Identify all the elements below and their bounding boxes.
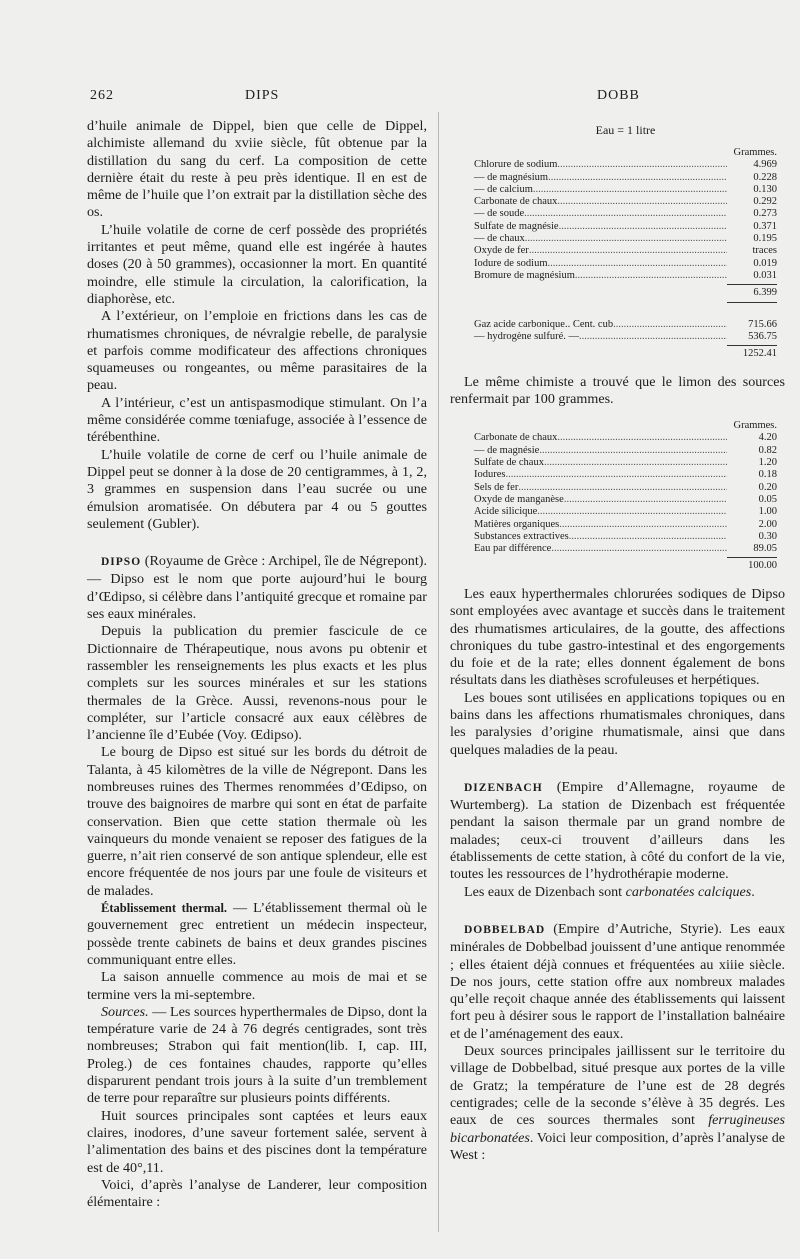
leader-dots [537, 506, 727, 518]
row-label: Sels de fer [474, 481, 519, 493]
text-run: Les eaux de Dizenbach sont [464, 883, 626, 900]
row-label: — de soude [474, 208, 525, 220]
table-row [474, 270, 777, 282]
row-label: Oxyde de manganèse [474, 493, 564, 505]
section-text: — Les sources hyperthermales de Dipso, dont la température varie de 24 à 76 degrés centigrades, sont très nombreuses; Strabon qui fait mention(lib. I, cap. III, Proleg.) de ces fontaines chaudes, rapporte qu’elles disparurent pendant trois jours à la suite d’un tremblement de terre pour reparaître sur plusieurs points différents. [87, 1003, 427, 1107]
table-total: 6.399 [753, 287, 777, 299]
table-row [474, 531, 777, 543]
table-row [474, 319, 777, 331]
paragraph: La saison annuelle commence au mois de mai et se termine vers la mi-septembre. [87, 969, 427, 1003]
paragraph: A l’extérieur, on l’emploie en frictions dans les cas de rhumatismes chroniques, de névralgie rebelle, de paralysie et parfois comme modificateur des affections chroniques squameuses ou rongeantes, ou même parasitaires de la peau. [87, 308, 427, 394]
table-row [474, 184, 777, 196]
leader-dots [569, 531, 727, 543]
leader-dots [533, 184, 727, 196]
paragraph: Depuis la publication du premier fascicule de ce Dictionnaire de Thérapeutique, nous avons pu obtenir et rassembler les renseignements les plus exacts et les plus complets sur les sources minérales et sur les stations thermales de la Grèce. Aussi, revenons-nous pour le compléter, sur l’article consacré aux eaux célèbres de l’ancienne île d’Eubée (Voy. Œdipso). [87, 623, 427, 744]
table-row [474, 159, 777, 171]
leader-dots [579, 331, 727, 343]
leader-dots [559, 519, 727, 531]
italic-run: ferrugineuses bicarbonatées [450, 1112, 785, 1146]
row-value: 0.195 [753, 233, 777, 245]
running-head-left: DIPS [245, 88, 280, 103]
row-label: — hydrogène sulfuré. — [474, 331, 579, 343]
row-label: Carbonate de chaux [474, 196, 558, 208]
sum-rule [727, 557, 777, 558]
row-label: Iodures [474, 469, 506, 481]
section-text: — L’établissement thermal où le gouvernement grec entretient un médecin inspecteur, possède trente cabinets de bains et deux grandes piscines communiquant entre elles. [87, 900, 427, 968]
table-total: 100.00 [748, 560, 777, 572]
row-value: 89.05 [753, 543, 777, 555]
row-value: 0.05 [758, 493, 777, 505]
table-row [474, 331, 777, 343]
section-heading: Établissement thermal. [101, 901, 228, 916]
entry-dipso [87, 553, 427, 623]
paragraph-etablissement [87, 900, 427, 969]
row-value: traces [752, 245, 777, 257]
paragraph: Le même chimiste a trouvé que le limon des sources renfermait par 100 grammes. [450, 373, 785, 408]
row-value: 715.66 [748, 318, 777, 330]
table-unit: Grammes. [733, 147, 777, 159]
italic-run: carbonatées calciques [625, 883, 752, 900]
table-row [474, 494, 777, 506]
table-row [474, 519, 777, 531]
analysis-table-dipso [450, 118, 785, 361]
row-label: Matières organiques [474, 518, 560, 530]
row-value: 1.20 [758, 457, 777, 469]
row-value: 0.228 [753, 171, 777, 183]
table-row [474, 172, 777, 184]
leader-dots [575, 270, 727, 282]
running-head-right: DOBB [597, 88, 640, 103]
row-value: 0.82 [758, 444, 777, 456]
leader-dots [613, 319, 727, 331]
leader-dots [529, 245, 727, 257]
table-row [474, 482, 777, 494]
entry-text: (Empire d’Autriche, Styrie). Les eaux minérales de Dobbelbad jouissent d’une antique renommée ; elles étaient déjà connues et fréquentées au xiiie siècle. De nos jours, cette station offre aux nombreux malades qu’elle reçoit chaque année des établissements qui laissent fort peu à désirer sous le rapport de l’installation balnéaire et de l’aménagement des eaux. [450, 920, 785, 1042]
analysis-table-limon [450, 408, 785, 572]
row-value: 0.031 [753, 269, 777, 281]
paragraph: L’huile volatile de corne de cerf possède des propriétés irritantes et peut même, quand elle est ingérée à hautes doses (20 à 50 grammes), occasionner la mort. En quantité moindre, elle stimule la circulation, la calorification, la diaphorèse, etc. [87, 221, 427, 307]
paragraph [450, 1043, 785, 1164]
entry-dizenbach [450, 779, 785, 884]
leader-dots [548, 258, 728, 270]
paragraph: Les eaux hyperthermales chlorurées sodiques de Dipso sont employées avec avantage et succès dans le traitement des rhumatismes articulaires, de la goutte, des affections chroniques du tube gastro-intestinal et des engorgements du foie et de la rate; elles donnent également de bons résultats dans les diathèses scrofuleuses et herpétiques. [450, 585, 785, 689]
row-label: Sulfate de chaux [474, 457, 544, 469]
table-caption: Eau = 1 litre [595, 123, 656, 137]
row-label: Bromure de magnésium [474, 269, 575, 281]
row-value: 0.30 [758, 530, 777, 542]
row-label: Sulfate de magnésie [474, 220, 559, 232]
sum-rule [727, 345, 777, 346]
leader-dots [564, 494, 727, 506]
paragraph: Le bourg de Dipso est situé sur les bords du détroit de Talanta, à 45 kilomètres de la ville de Négrepont. Dans les nombreuses ruines des Thermes renommées d’Œdipso, on trouve des baignoires de marbre qui sont en état de parfaite conservation. Bien que cette station thermale où les vainqueurs du monde venaient se reposer des fatigues de la guerre, n’ait rien conservé de son antique splendeur, elle est encore fréquentée de nos jours par une foule de visiteurs et de malades. [87, 744, 427, 899]
row-value: 1.00 [758, 506, 777, 518]
row-label: — de calcium [474, 183, 533, 195]
leader-dots [551, 543, 727, 555]
leader-dots [557, 432, 727, 444]
table-row [474, 445, 777, 457]
row-label: Carbonate de chaux [474, 432, 558, 444]
right-column [450, 118, 785, 1164]
table-unit: Grammes. [733, 420, 777, 432]
table-row [474, 221, 777, 233]
entry-dobbelbad [450, 921, 785, 1043]
leader-dots [539, 445, 727, 457]
leader-dots [548, 172, 727, 184]
entry-heading: DOBBELBAD [464, 923, 546, 936]
paragraph: Voici, d’après l’analyse de Landerer, leur composition élémentaire : [87, 1176, 427, 1211]
leader-dots [557, 159, 727, 171]
paragraph: d’huile animale de Dippel, bien que celle de Dippel, alchimiste allemand du xviie siècle, fût obtenue par la distillation du sang du cerf. La composition de cette dernière était du reste à peu près identique. Il en est de même de l’huile que l’on extrait par la distillation sèche des os. [87, 118, 427, 221]
row-label: Oxyde de fer [474, 245, 529, 257]
row-value: 0.18 [758, 469, 777, 481]
row-value: 0.371 [753, 220, 777, 232]
leader-dots [557, 196, 727, 208]
column-divider [438, 112, 439, 1232]
row-label: Chlorure de sodium [474, 159, 558, 171]
text-run: . [751, 883, 755, 900]
section-heading: Sources. [101, 1003, 149, 1020]
row-value: 0.019 [753, 257, 777, 269]
table-row [474, 432, 777, 444]
row-label: Gaz acide carbonique.. Cent. cub [474, 318, 614, 330]
paragraph: L’huile volatile de corne de cerf ou l’huile animale de Dippel peut se donner à la dose de 20 centigrammes, à 1, 2, 3 grammes en suspension dans l’eau sucrée ou une émulsion aromatisée. On débutera par 4 ou 5 gouttes seulement (Gubler). [87, 446, 427, 532]
entry-text: (Empire d’Allemagne, royaume de Wurtemberg). La station de Dizenbach est fréquentée pendant la saison thermale par un grand nombre de malades; ceux-ci trouvent d’ailleurs dans les établissements de cette station, à côté du confort de la vie, toutes les ressources de l’hydrothérapie moderne. [450, 778, 785, 883]
leader-dots [518, 482, 727, 494]
gas-total: 1252.41 [742, 348, 777, 360]
entry-text: (Royaume de Grèce : Archipel, île de Négrepont). — Dipso est le nom que porte aujourd’hui le bourg d’Œdipso, si célèbre dans l’antiquité grecque et romaine par ses eaux minérales. [87, 553, 427, 623]
row-label: Iodure de sodium [474, 257, 548, 269]
text-run: . Voici leur composition, d’après l’analyse de West : [450, 1129, 785, 1163]
row-value: 4.969 [753, 159, 777, 171]
entry-heading: DIPSO [101, 556, 142, 569]
row-label: — de chaux [474, 233, 525, 245]
paragraph: Huit sources principales sont captées et leurs eaux claires, inodores, d’une saveur fortement salée, servent à l’alimentation des bains et des piscines dont la température est de 40°,11. [87, 1107, 427, 1176]
row-value: 0.292 [753, 196, 777, 208]
paragraph: A l’intérieur, c’est un antispasmodique stimulant. On l’a même considérée comme tœniafuge, associée à l’essence de térébenthine. [87, 394, 427, 446]
table-rows [474, 432, 777, 555]
table-row [474, 258, 777, 270]
paragraph [450, 884, 785, 901]
row-value: 4.20 [758, 432, 777, 444]
table-row [474, 196, 777, 208]
table-row [474, 208, 777, 220]
page-number: 262 [90, 88, 114, 103]
row-value: 2.00 [758, 518, 777, 530]
leader-dots [544, 457, 727, 469]
sum-rule [727, 284, 777, 285]
gas-rows [474, 319, 777, 344]
row-value: 536.75 [748, 331, 777, 343]
sum-rule [727, 302, 777, 303]
leader-dots [524, 208, 727, 220]
table-row [474, 233, 777, 245]
text-run: Deux sources principales jaillissent sur le territoire du village de Dobbelbad, situé presque aux portes de la ville de Gratz; la température de l’une est de 28 degrés centigrades; celle de la seconde s’élève à 35 degrés. Les eaux de ces sources thermales sont [450, 1043, 785, 1129]
entry-heading: DIZENBACH [464, 781, 543, 794]
leader-dots [525, 233, 727, 245]
leader-dots [506, 469, 728, 481]
row-value: 0.20 [758, 481, 777, 493]
row-label: Acide silicique [474, 506, 538, 518]
table-rows [474, 159, 777, 282]
row-label: Eau par différence [474, 543, 552, 555]
table-row [474, 543, 777, 555]
table-row [474, 469, 777, 481]
row-label: Substances extractives [474, 530, 569, 542]
paragraph: Les boues sont utilisées en applications topiques ou en bains dans les affections rhumatismales chroniques, dans les paralysies d’origine rhumatismale, ainsi que dans quelques maladies de la peau. [450, 689, 785, 758]
row-value: 0.273 [753, 208, 777, 220]
leader-dots [559, 221, 727, 233]
table-row [474, 506, 777, 518]
row-label: — de magnésie [474, 444, 540, 456]
row-value: 0.130 [753, 183, 777, 195]
table-row [474, 245, 777, 257]
paragraph-sources [87, 1004, 427, 1108]
table-row [474, 457, 777, 469]
left-column [87, 118, 427, 1211]
row-label: — de magnésium [474, 171, 549, 183]
